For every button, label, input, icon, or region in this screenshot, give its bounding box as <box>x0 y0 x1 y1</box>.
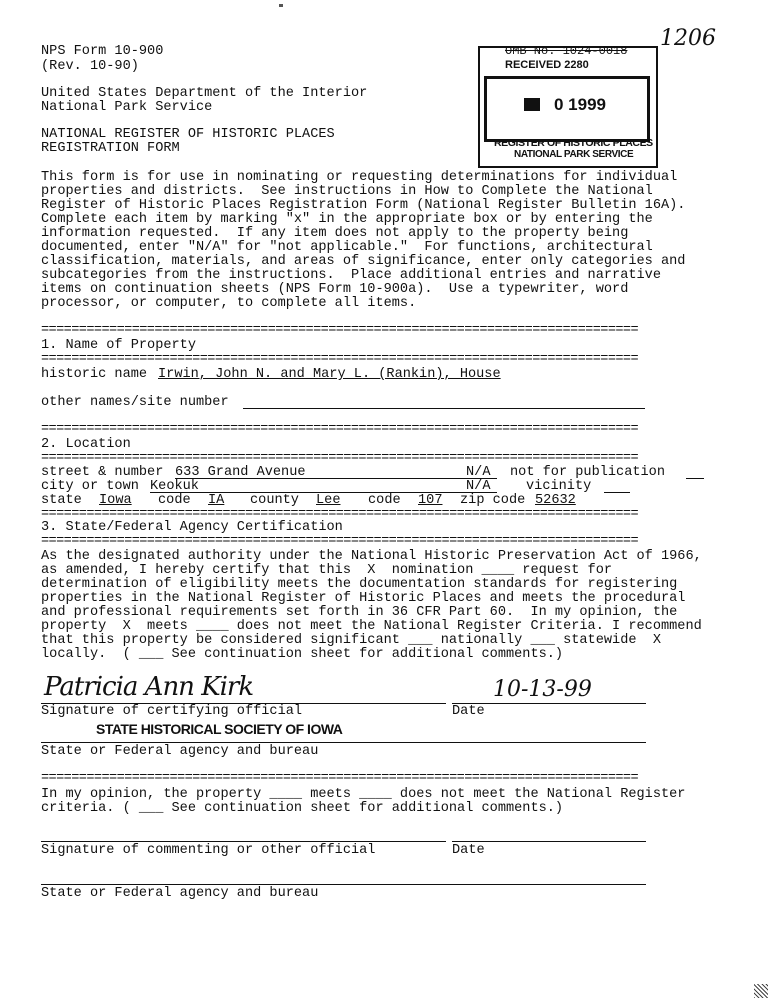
state-label: state <box>41 493 82 508</box>
separator-line: =============================================================================== <box>41 352 639 367</box>
street-value: 633 Grand Avenue <box>175 465 306 480</box>
stamp-month-mark <box>524 98 540 111</box>
instruction-line-9: items on continuation sheets (NPS Form 10-900a). Use a typewriter, word <box>41 282 629 297</box>
stamp-register-line-2: NATIONAL PARK SERVICE <box>514 149 634 160</box>
agency-name: STATE HISTORICAL SOCIETY OF IOWA <box>96 721 343 737</box>
county-code-label: code <box>368 493 401 508</box>
handwritten-date: 10-13-99 <box>493 677 592 702</box>
instruction-line-2: properties and districts. See instructions in How to Complete the National <box>41 184 653 199</box>
separator-line: =============================================================================== <box>41 451 639 466</box>
city-label: city or town <box>41 479 139 494</box>
certification-line-3: determination of eligibility meets the documentation standards for registering <box>41 577 678 592</box>
not-for-publication-blank <box>686 478 704 479</box>
other-names-field-line <box>243 408 645 409</box>
opinion-line-2: criteria. ( ___ See continuation sheet for additional comments.) <box>41 801 564 816</box>
county-code-value: 107 <box>418 493 443 508</box>
other-names-label: other names/site number <box>41 395 229 410</box>
handwritten-signature: Patricia Ann Kirk <box>44 672 254 702</box>
certification-line-6: property X meets ____ does not meet the National Register Criteria. I recommend <box>41 619 702 634</box>
county-value: Lee <box>316 493 341 508</box>
vicinity-blank <box>604 492 630 493</box>
scan-corner-texture <box>754 984 768 998</box>
not-for-publication-label: not for publication <box>510 465 665 480</box>
certification-line-1: As the designated authority under the National Historic Preservation Act of 1966, <box>41 549 702 564</box>
certification-line-4: properties in the National Register of Historic Places and meets the procedural <box>41 591 686 606</box>
department-name: United States Department of the Interior <box>41 86 368 101</box>
commenting-agency-label: State or Federal agency and bureau <box>41 886 319 901</box>
historic-name-value: Irwin, John N. and Mary L. (Rankin), House <box>158 367 501 382</box>
instruction-line-5: information requested. If any item does not apply to the property being <box>41 226 629 241</box>
agency-label: State or Federal agency and bureau <box>41 744 319 759</box>
commenting-agency-line <box>41 884 646 885</box>
separator-line: =============================================================================== <box>41 534 639 549</box>
date-label: Date <box>452 704 485 719</box>
commenting-date-label: Date <box>452 843 485 858</box>
city-na: N/A <box>466 479 491 494</box>
separator-line: =============================================================================== <box>41 771 639 786</box>
service-name: National Park Service <box>41 100 213 115</box>
form-title-line-1: NATIONAL REGISTER OF HISTORIC PLACES <box>41 127 335 142</box>
state-value: Iowa <box>99 493 132 508</box>
separator-line: =============================================================================== <box>41 422 639 437</box>
separator-line: =============================================================================== <box>41 507 639 522</box>
zip-code-value: 52632 <box>535 493 576 508</box>
instruction-line-1: This form is for use in nominating or requesting determinations for individual <box>41 170 678 185</box>
form-revision: (Rev. 10-90) <box>41 59 139 74</box>
vicinity-label: vicinity <box>526 479 592 494</box>
certification-line-8: locally. ( ___ See continuation sheet for additional comments.) <box>41 647 564 662</box>
city-value: Keokuk <box>150 479 199 494</box>
section-1-heading: 1. Name of Property <box>41 338 196 353</box>
instruction-line-3: Register of Historic Places Registration Form (National Register Bulletin 16A). <box>41 198 686 213</box>
commenting-signature-label: Signature of commenting or other official <box>41 843 376 858</box>
opinion-line-1: In my opinion, the property ____ meets ____ does not meet the National Register <box>41 787 686 802</box>
stamp-register-line-1: REGISTER OF HISTORIC PLACES <box>494 137 653 149</box>
instruction-line-8: subcategories from the instructions. Place additional entries and narrative <box>41 268 661 283</box>
separator-line: =============================================================================== <box>41 323 639 338</box>
state-code-label: code <box>158 493 191 508</box>
handwritten-reference-number: 1206 <box>660 26 716 51</box>
certification-line-7: that this property be considered significant ___ nationally ___ statewide X <box>41 633 661 648</box>
stamp-date: 0 1999 <box>554 95 606 114</box>
omb-number: OMB No. 1024-0018 <box>505 44 628 58</box>
form-title-line-2: REGISTRATION FORM <box>41 141 180 156</box>
zip-code-label: zip code <box>460 493 526 508</box>
section-2-heading: 2. Location <box>41 437 131 452</box>
stamp-received-label: RECEIVED 2280 <box>505 59 589 71</box>
street-na: N/A <box>466 465 491 480</box>
instruction-line-4: Complete each item by marking "x" in the appropriate box or by entering the <box>41 212 653 227</box>
scan-speck <box>279 4 283 7</box>
instruction-line-6: documented, enter "N/A" for "not applicable." For functions, architectural <box>41 240 653 255</box>
historic-name-label: historic name <box>41 367 148 382</box>
instruction-line-10: processor, or computer, to complete all items. <box>41 296 417 311</box>
street-label: street & number <box>41 465 164 480</box>
form-number: NPS Form 10-900 <box>41 44 164 59</box>
county-label: county <box>250 493 299 508</box>
certification-line-5: and professional requirements set forth in 36 CFR Part 60. In my opinion, the <box>41 605 678 620</box>
commenting-date-line <box>452 841 646 842</box>
agency-line <box>41 742 646 743</box>
state-code-value: IA <box>208 493 225 508</box>
certification-line-2: as amended, I hereby certify that this X nomination ____ request for <box>41 563 613 578</box>
section-3-heading: 3. State/Federal Agency Certification <box>41 520 343 535</box>
instruction-line-7: classification, materials, and areas of significance, enter only categories and <box>41 254 686 269</box>
street-field-line <box>175 478 497 479</box>
signature-label: Signature of certifying official <box>41 704 303 719</box>
commenting-signature-line <box>41 841 446 842</box>
